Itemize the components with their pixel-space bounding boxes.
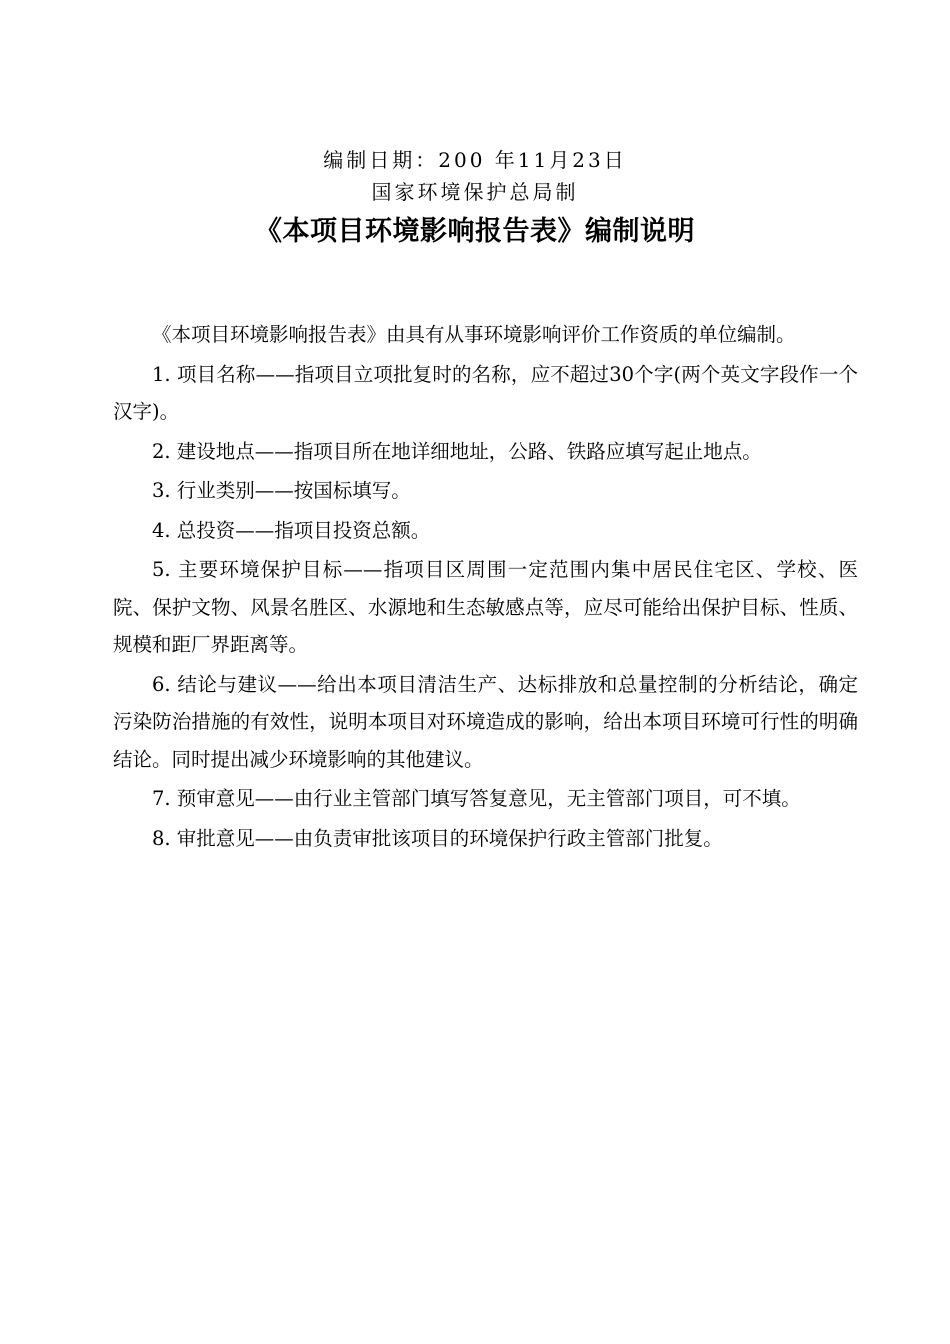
item-protection-targets: 5. 主要环境保护目标——指项目区周围一定范围内集中居民住宅区、学校、医院、保护文物、风景名胜区、水源地和生态敏感点等，应尽可能给出保护目标、性质、规模和距厂界距离等。 xyxy=(113,558,858,656)
item-conclusion: 6. 结论与建议——给出本项目清洁生产、达标排放和总量控制的分析结论，确定污染防治措施的有效性，说明本项目对环境造成的影响，给出本项目环境可行性的明确结论。同时提出减少环境影响的其他建议。 xyxy=(113,672,858,771)
instructions-body xyxy=(113,316,858,859)
issuer-line: 国家环境保护总局制 xyxy=(371,180,579,204)
item-approval: 8. 审批意见——由负责审批该项目的环境保护行政主管部门批复。 xyxy=(152,826,723,850)
item-pre-review: 7. 预审意见——由行业主管部门填写答复意见，无主管部门项目，可不填。 xyxy=(152,787,801,810)
document-title: 《本项目环境影响报告表》编制说明 xyxy=(255,216,695,247)
item-industry-category: 3. 行业类别——按国标填写。 xyxy=(152,479,411,502)
item-project-name: 1. 项目名称——指项目立项批复时的名称，应不超过30个字(两个英文字段作一个汉字)。 xyxy=(113,362,858,423)
compile-date: 编制日期：200 年11月23日 xyxy=(323,148,627,172)
intro-paragraph: 《本项目环境影响报告表》由具有从事环境影响评价工作资质的单位编制。 xyxy=(152,323,796,346)
item-construction-site: 2. 建设地点——指项目所在地详细地址，公路、铁路应填写起止地点。 xyxy=(152,439,762,463)
item-total-investment: 4. 总投资——指项目投资总额。 xyxy=(152,518,431,542)
